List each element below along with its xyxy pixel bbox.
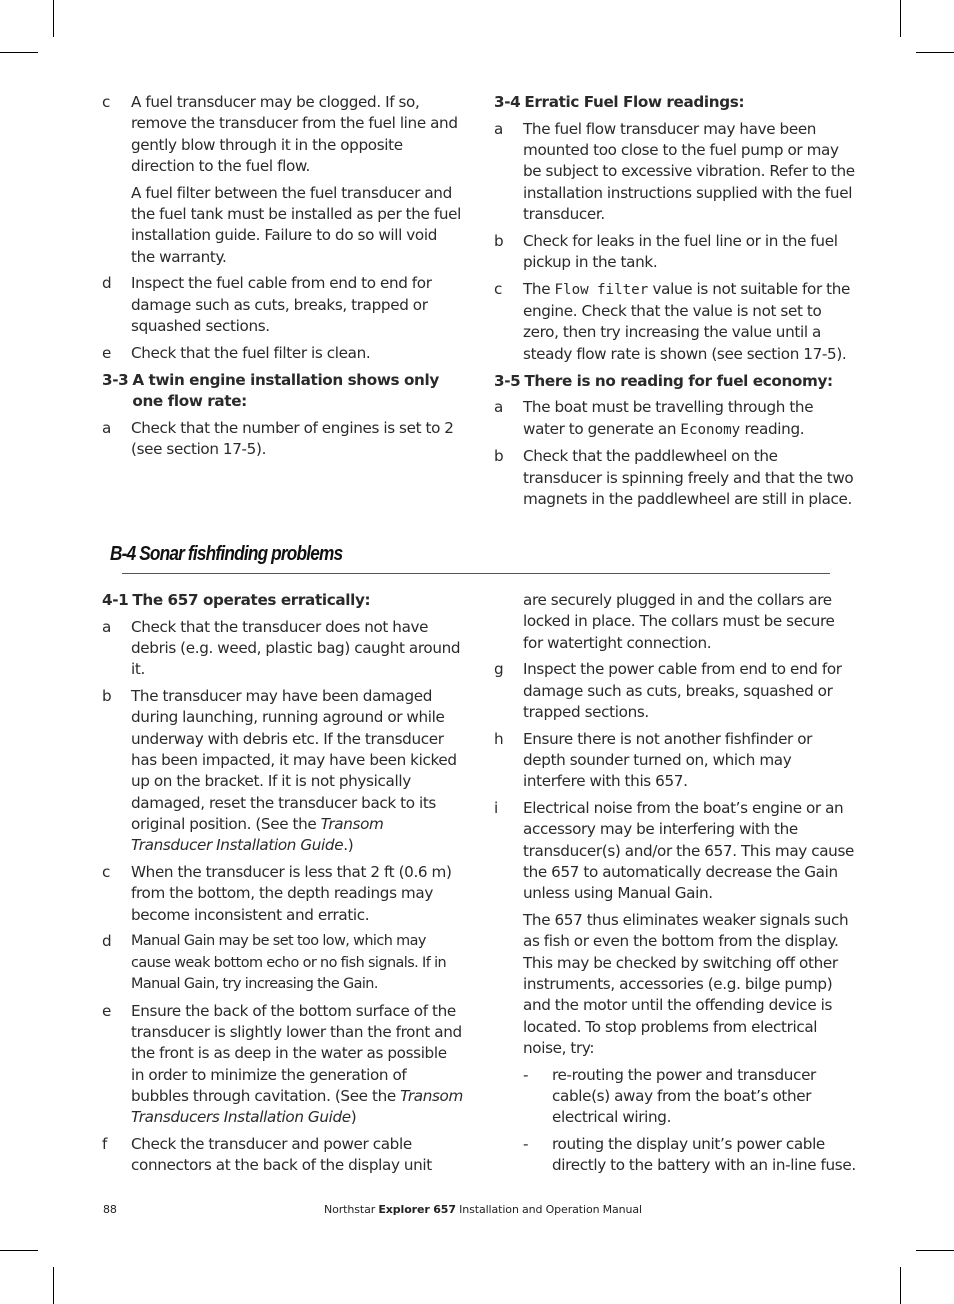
list-item: [102, 92, 464, 177]
footer-model: Explorer 657: [378, 1203, 456, 1216]
crop-mark: [53, 0, 54, 37]
crop-mark: [900, 1267, 901, 1304]
list-item: [102, 343, 464, 364]
dash-marker: -: [523, 1135, 529, 1154]
guide-reference: Transom Transducers Installation Guide: [131, 1087, 463, 1127]
subsection-heading: [102, 590, 464, 611]
item-marker: c: [102, 863, 111, 882]
item-marker: g: [494, 660, 504, 679]
item-marker: a: [102, 418, 111, 437]
item-text: Check that the number of engines is set to 2 (see section 17-5).: [131, 418, 454, 458]
item-marker: f: [102, 1135, 107, 1154]
text-run: The boat must be travelling through the water to generate an: [523, 398, 814, 438]
list-item: [494, 446, 856, 510]
list-item: [494, 659, 856, 723]
heading-number: 3-3: [102, 370, 129, 389]
footer-title: [324, 1203, 642, 1217]
item-marker: a: [102, 617, 111, 636]
list-item: [494, 729, 856, 793]
heading-number: 3-4: [494, 93, 521, 111]
item-marker: c: [494, 279, 503, 298]
paragraph: The 657 thus eliminates weaker signals such as fish or even the bottom from the display. This may be checked by switching off other instruments, accessories (e.g. bilge pump) and the motor until the offending device is located. To stop problems from electrical noise, try:: [523, 911, 849, 1057]
dash-item: [523, 1134, 856, 1177]
footer-brand: Northstar: [324, 1203, 379, 1216]
heading-number: 3-5: [494, 371, 521, 390]
item-text: Inspect the fuel cable from end to end for damage such as cuts, breaks, trapped or squashed sections.: [131, 274, 432, 335]
item-text: When the transducer is less that 2 ft (0.6 m) from the bottom, the depth readings may become inconsistent and erratic.: [131, 863, 452, 924]
item-text: Inspect the power cable from end to end for damage such as cuts, breaks, squashed or trapped sections.: [523, 660, 842, 721]
text-run: The: [523, 279, 555, 298]
item-marker: c: [102, 93, 111, 111]
heading-text: Erratic Fuel Flow readings:: [524, 93, 745, 111]
setting-name: Flow filter: [554, 281, 649, 298]
item-marker: b: [494, 447, 504, 466]
item-marker: b: [494, 231, 504, 250]
item-marker: h: [494, 729, 504, 748]
item-marker: a: [494, 119, 503, 138]
item-text: [131, 686, 464, 856]
item-text: Check that the fuel filter is clean.: [131, 343, 371, 362]
heading-text: There is no reading for fuel economy:: [524, 371, 833, 390]
list-item: [494, 231, 856, 274]
list-item: [102, 686, 464, 856]
item-text: Manual Gain may be set too low, which may cause weak bottom echo or no fish signals. If in Manual Gain, try increasing the Gain.: [131, 933, 447, 993]
item-text: Check that the paddlewheel on the transducer is spinning freely and that the two magnets in the paddlewheel are still in place.: [523, 447, 854, 509]
heading-text: The 657 operates erratically:: [132, 591, 371, 609]
item-text: [523, 279, 856, 365]
heading-text: A twin engine installation shows only one flow rate:: [132, 370, 439, 410]
top-right-column: [494, 92, 856, 516]
page-number: 88: [103, 1203, 117, 1216]
bottom-left-column: [102, 590, 464, 1182]
crop-mark: [916, 52, 954, 53]
item-text: Ensure there is not another fishfinder or depth sounder turned on, which may interfere with this 657.: [523, 729, 813, 791]
item-marker: d: [102, 274, 112, 293]
item-marker: d: [102, 932, 112, 951]
subsection-heading: [494, 92, 856, 113]
text-run: The transducer may have been damaged during launching, running aground or while underway with debris etc. If the transducer has been impacted, it may have been kicked up on the bracket. If it is not physically damaged, reset the transducer back to its original position. (See the: [131, 687, 457, 833]
dash-text: routing the display unit’s power cable directly to the battery with an in-line fuse.: [552, 1135, 856, 1175]
subsection-heading: [102, 370, 464, 413]
list-item: [102, 418, 464, 461]
list-item: [494, 397, 856, 441]
item-text: [131, 1001, 464, 1129]
guide-reference: Transom Transducer Installation Guide: [131, 814, 384, 855]
bottom-right-column: [494, 590, 856, 1182]
list-item: [494, 119, 856, 225]
text-run: reading.: [740, 419, 805, 438]
dash-item: [523, 1065, 856, 1129]
list-item: [102, 1134, 464, 1177]
list-item: [102, 1001, 464, 1129]
item-text: Check that the transducer does not have debris (e.g. weed, plastic bag) caught around it.: [131, 617, 461, 679]
item-marker: a: [494, 398, 503, 417]
top-left-column: [102, 92, 464, 466]
item-marker: b: [102, 687, 112, 706]
dash-marker: -: [523, 1065, 529, 1084]
continued-text: are securely plugged in and the collars are locked in place. The collars must be secure for watertight connection.: [523, 591, 835, 652]
paragraph: A fuel filter between the fuel transducer and the fuel tank must be installed as per the fuel installation guide. Failure to do so will void the warranty.: [131, 183, 461, 266]
list-item: [102, 931, 464, 995]
crop-mark: [0, 1250, 38, 1251]
list-item: [494, 798, 856, 904]
text-run: .): [343, 836, 354, 855]
section-divider: [122, 573, 830, 574]
dash-text: re-routing the power and transducer cable(s) away from the boat’s other electrical wiring.: [552, 1065, 816, 1127]
text-run: ): [350, 1108, 357, 1127]
text-run: Ensure the back of the bottom surface of the transducer is slightly lower than the front and the front is as deep in the water as possible in order to minimize the generation of bubbles through cavitation. (See the: [131, 1001, 462, 1106]
item-text: Check the transducer and power cable connectors at the back of the display unit: [131, 1135, 432, 1175]
footer-rest: Installation and Operation Manual: [455, 1203, 643, 1216]
list-item: [102, 617, 464, 681]
item-marker: e: [102, 1001, 111, 1020]
list-item: [102, 273, 464, 337]
item-text: A fuel transducer may be clogged. If so, remove the transducer from the fuel line and gently blow through it in the opposite direction to the fuel flow.: [131, 93, 458, 175]
setting-name: Economy: [680, 421, 741, 438]
crop-mark: [53, 1267, 54, 1304]
text-run: value is not suitable for the engine. Check that the value is not set to zero, then try increasing the value until a steady flow rate is shown (see section 17-5).: [523, 279, 851, 363]
item-text: Electrical noise from the boat’s engine or an accessory may be interfering with the transducer(s) and/or the 657. This may cause the 657 to automatically decrease the Gain unless using Manual Gain.: [523, 799, 855, 903]
crop-mark: [916, 1250, 954, 1251]
crop-mark: [900, 0, 901, 37]
item-text: The fuel flow transducer may have been mounted too close to the fuel pump or may be subject to excessive vibration. Refer to the installation instructions supplied with the fuel transducer.: [523, 119, 855, 223]
item-marker: e: [102, 343, 111, 362]
subsection-heading: [494, 371, 856, 392]
item-marker: i: [494, 799, 498, 818]
item-text: [523, 397, 856, 441]
item-text: Check for leaks in the fuel line or in the fuel pickup in the tank.: [523, 231, 838, 272]
list-item: [102, 862, 464, 926]
list-item: [494, 279, 856, 365]
heading-number: 4-1: [102, 591, 129, 609]
crop-mark: [0, 52, 38, 53]
section-title: B-4 Sonar fishfinding problems: [110, 543, 343, 565]
